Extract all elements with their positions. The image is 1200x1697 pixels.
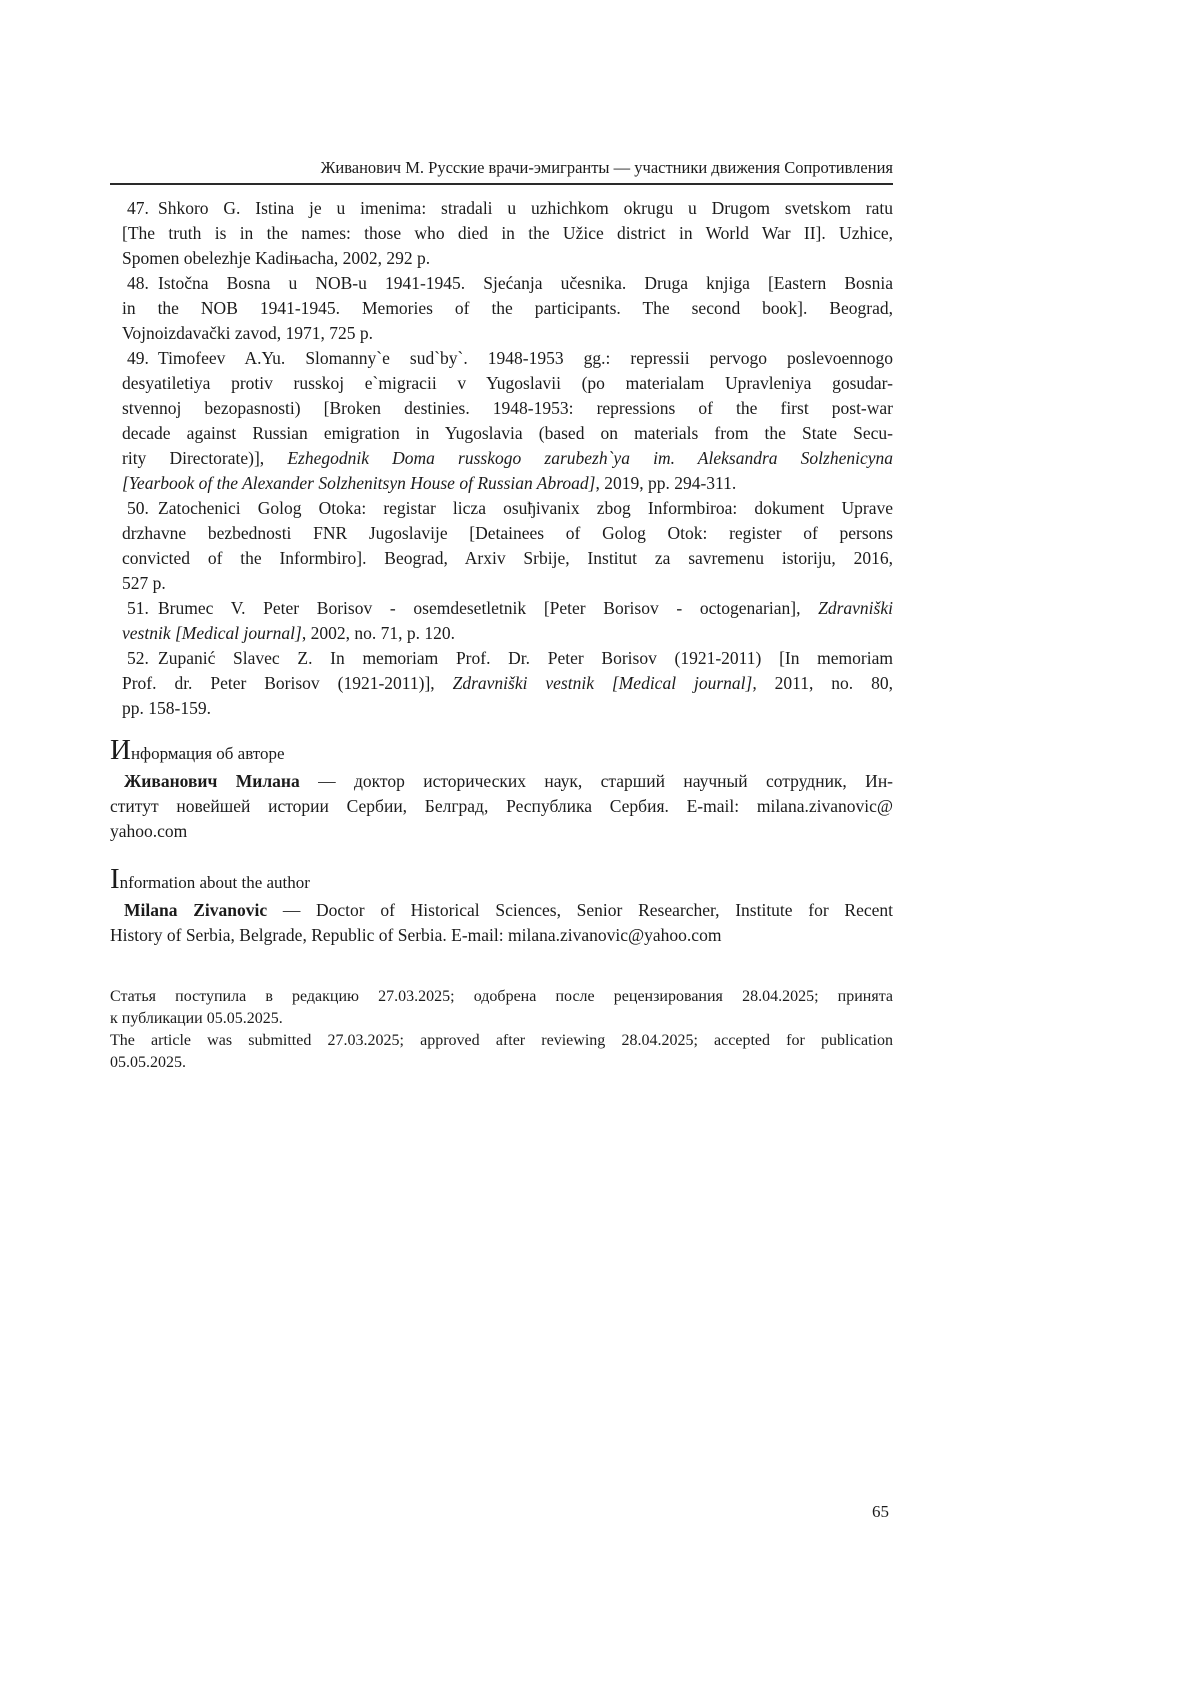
text-segment: in the NOB 1941-1945. Memories of the participants. The second book]. Beograd, [122, 298, 893, 318]
author-paragraph-line [110, 923, 893, 948]
text-segment: , 2002, no. 71, p. 120. [301, 623, 455, 643]
heading-text: nformation about the author [119, 873, 310, 892]
text-segment: 05.05.2025. [110, 1054, 186, 1071]
author-paragraph-line [110, 794, 893, 819]
reference-list [110, 196, 893, 721]
reference-number: 47. [127, 198, 149, 218]
text-segment: Vojnoizdavački zavod, 1971, 725 p. [122, 323, 373, 343]
reference-line [110, 446, 893, 471]
text-segment: Brumec V. Peter Borisov - osemdesetletnik [Peter Borisov - octogenarian], [158, 598, 819, 618]
text-segment: Zdravniški [818, 598, 893, 618]
reference-line [110, 371, 893, 396]
text-segment: — доктор исторических наук, старший научный сотрудник, Ин- [299, 771, 894, 791]
text-segment: drzhavne bezbednosti FNR Jugoslavije [Detainees of Golog Otok: register of persons [122, 523, 893, 543]
reference-line [110, 696, 893, 721]
author-paragraph-en [110, 898, 893, 948]
text-segment: decade against Russian emigration in Yugoslavia (based on materials from the State Secu- [122, 423, 893, 443]
dates-block [110, 986, 893, 1074]
reference-number: 50. [127, 498, 149, 518]
reference-item [110, 646, 893, 721]
reference-line [110, 571, 893, 596]
drop-cap-initial: I [110, 863, 120, 895]
author-paragraph-line [110, 898, 893, 923]
text-segment: Zupanić Slavec Z. In memoriam Prof. Dr. Peter Borisov (1921-2011) [In memoriam [158, 648, 893, 668]
reference-line [110, 196, 893, 221]
reference-number: 49. [127, 348, 149, 368]
section-heading-en [110, 864, 893, 898]
reference-number: 52. [127, 648, 149, 668]
text-segment: Zdravniški vestnik [Medical journal], [452, 673, 757, 693]
reference-line [110, 671, 893, 696]
reference-item [110, 496, 893, 596]
text-segment: vestnik [Medical journal] [122, 623, 302, 643]
reference-line [110, 646, 893, 671]
drop-cap-initial: И [110, 734, 131, 766]
author-paragraph-line [110, 819, 893, 844]
text-segment: Milana Zivanovic [124, 900, 268, 920]
text-segment: yahoo.com [110, 821, 188, 841]
author-paragraph-ru [110, 769, 893, 844]
reference-line [110, 221, 893, 246]
text-segment: The article was submitted 27.03.2025; approved after reviewing 28.04.2025; accepted for publication [110, 1032, 893, 1049]
reference-line [110, 396, 893, 421]
author-paragraph-line [110, 769, 893, 794]
reference-number: 48. [127, 273, 149, 293]
section-author-en [110, 864, 893, 948]
reference-line [110, 321, 893, 346]
text-segment: Zatochenici Golog Otoka: registar licza osuђivanix zbog Informbiroa: dokument Uprave [158, 498, 893, 518]
text-segment: History of Serbia, Belgrade, Republic of Serbia. E-mail: milana.zivanovic@yahoo.com [110, 925, 722, 945]
text-segment: , 2019, pp. 294-311. [595, 473, 737, 493]
text-segment: Timofeev A.Yu. Slomanny`e sud`by`. 1948-1953 gg.: repressii pervogo poslevoennogo [158, 348, 893, 368]
text-segment: Istočna Bosna u NOB-u 1941-1945. Sjećanja učesnika. Druga knjiga [Eastern Bosnia [158, 273, 893, 293]
reference-line [110, 421, 893, 446]
reference-number: 51. [127, 598, 149, 618]
text-segment: Spomen obelezhje Kadiњacha, 2002, 292 p. [122, 248, 431, 268]
section-heading-ru [110, 735, 893, 769]
reference-line [110, 521, 893, 546]
running-title: Живанович М. Русские врачи-эмигранты — участники движения Сопротивления [110, 157, 893, 185]
reference-line [110, 296, 893, 321]
text-segment: — Doctor of Historical Sciences, Senior Researcher, Institute for Recent [267, 900, 893, 920]
text-segment: Ezhegodnik Doma russkogo zarubezh`ya im. Aleksandra Solzhenicyna [287, 448, 893, 468]
text-segment: Статья поступила в редакцию 27.03.2025; одобрена после рецензирования 28.04.2025; принята [110, 988, 893, 1005]
text-segment: [Yearbook of the Alexander Solzhenitsyn House of Russian Abroad] [122, 473, 596, 493]
section-author-ru [110, 735, 893, 844]
text-segment: ститут новейшей истории Сербии, Белград, Республика Сербия. E-mail: milana.zivanovic@ [110, 796, 893, 816]
reference-line [110, 546, 893, 571]
text-segment: convicted of the Informbiro]. Beograd, Arxiv Srbije, Institut za savremenu istoriju, 2016, [122, 548, 893, 568]
reference-item [110, 196, 893, 271]
reference-item [110, 271, 893, 346]
text-segment: stvennoj bezopasnosti) [Broken destinies. 1948-1953: repressions of the first post-war [122, 398, 893, 418]
dates-line [110, 1008, 893, 1030]
text-segment: к публикации 05.05.2025. [110, 1010, 283, 1027]
heading-text: нформация об авторе [130, 744, 285, 763]
text-segment: Prof. dr. Peter Borisov (1921-2011)], [122, 673, 453, 693]
text-segment: 2011, no. 80, [756, 673, 893, 693]
dates-line [110, 1052, 893, 1074]
text-segment: 527 p. [122, 573, 166, 593]
reference-line [110, 621, 893, 646]
text-segment: Живанович Милана [124, 771, 300, 791]
text-segment: desyatiletiya protiv russkoj e`migracii v Yugoslavii (po materialam Upravleniya gosudar- [122, 373, 893, 393]
reference-item [110, 596, 893, 646]
reference-line [110, 246, 893, 271]
reference-line [110, 271, 893, 296]
page-content [110, 0, 893, 1074]
dates-line [110, 1030, 893, 1052]
reference-line [110, 471, 893, 496]
dates-line [110, 986, 893, 1008]
reference-line [110, 496, 893, 521]
page-number: 65 [872, 1502, 889, 1521]
reference-line [110, 346, 893, 371]
text-segment: rity Directorate)], [122, 448, 288, 468]
text-segment: [The truth is in the names: those who died in the Užice district in World War II]. Uzhice, [122, 223, 893, 243]
text-segment: Shkoro G. Istina je u imenima: stradali u uzhichkom okrugu u Drugom svetskom ratu [158, 198, 893, 218]
reference-item [110, 346, 893, 496]
reference-line [110, 596, 893, 621]
text-segment: pp. 158-159. [122, 698, 211, 718]
